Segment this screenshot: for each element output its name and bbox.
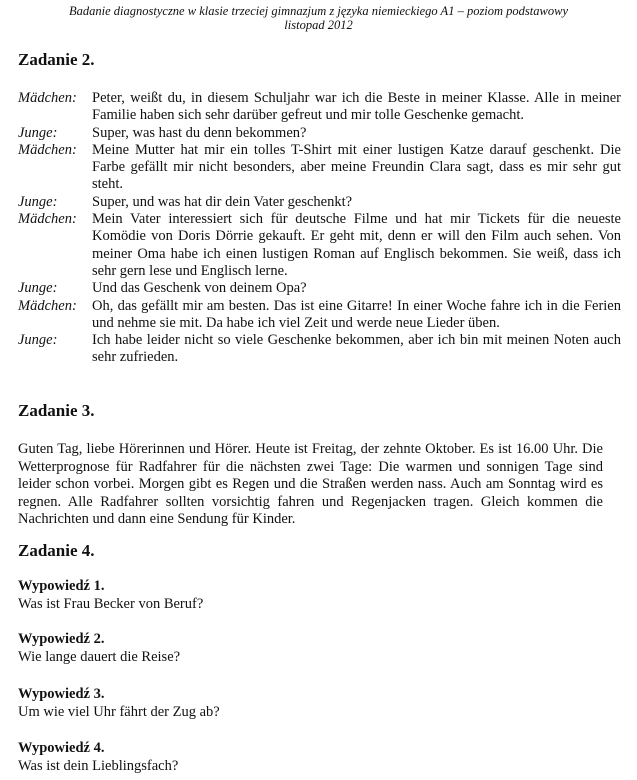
utterance-text: Ich habe leider nicht so viele Geschenke bekommen, aber ich bin mit meinen Noten auch sehr zufrieden. <box>92 332 621 366</box>
dialogue-line <box>18 280 621 297</box>
utterance-text: Meine Mutter hat mir ein tolles T-Shirt mit einer lustigen Katze darauf geschenkt. Die Farbe gefällt mir nicht besonders, aber meine Freundin Clara sagt, dass es mir sehr gut steht. <box>92 141 621 193</box>
speaker-label: Junge: <box>18 332 58 349</box>
utterance-text: Und das Geschenk von deinem Opa? <box>92 280 307 297</box>
speaker-label: Junge: <box>18 280 58 297</box>
utterance-text: Peter, weißt du, in diesem Schuljahr war ich die Beste in meiner Klasse. Alle in meiner Familie haben sich sehr darüber gefreut und mir tolle Geschenke gemacht. <box>92 90 621 124</box>
task3-title: Zadanie 3. <box>18 401 95 420</box>
item-heading: Wypowiedź 4. <box>18 740 105 756</box>
task2-dialogue <box>18 90 621 367</box>
item-heading: Wypowiedź 2. <box>18 631 105 647</box>
speaker-label: Mädchen: <box>18 211 77 228</box>
utterance-text: Super, was hast du denn bekommen? <box>92 124 307 141</box>
speaker-label: Mädchen: <box>18 297 77 314</box>
item-heading: Wypowiedź 1. <box>18 578 105 594</box>
item-question: Was ist dein Lieblingsfach? <box>18 757 179 774</box>
dialogue-line <box>18 298 621 333</box>
dialogue-line <box>18 90 621 125</box>
page-header <box>0 4 637 32</box>
task2-title: Zadanie 2. <box>18 50 95 69</box>
dialogue-line <box>18 211 621 280</box>
speaker-label: Mädchen: <box>18 141 77 158</box>
utterance-text: Mein Vater interessiert sich für deutsche Filme und hat mir Tickets für die neueste Komödie von Doris Dörrie gekauft. Er geht mit, denn er will den Film auch sehen. Von meiner Oma habe ich einen lustigen Roman auf Englisch bekommen. Sie weiß, dass ich sehr gern lese und Englisch lerne. <box>92 211 621 279</box>
item-question: Was ist Frau Becker von Beruf? <box>18 595 204 612</box>
header-title: Badanie diagnostyczne w klasie trzeciej gimnazjum z języka niemieckiego A1 – poziom podstawowy <box>69 4 568 18</box>
speaker-label: Junge: <box>18 124 58 141</box>
task4-item <box>18 686 618 721</box>
task4-item <box>18 631 618 666</box>
dialogue-line <box>18 142 621 194</box>
item-question: Um wie viel Uhr fährt der Zug ab? <box>18 703 220 720</box>
speaker-label: Junge: <box>18 193 58 210</box>
utterance-text: Super, und was hat dir dein Vater geschenkt? <box>92 193 353 210</box>
dialogue-line <box>18 194 621 211</box>
dialogue-line <box>18 125 621 142</box>
speaker-label: Mädchen: <box>18 90 77 106</box>
utterance-text: Oh, das gefällt mir am besten. Das ist eine Gitarre! In einer Woche fahre ich in die Ferien und nehme sie mit. Da habe ich viel Zeit und werde neue Lieder üben. <box>92 297 621 331</box>
task4-item <box>18 740 618 775</box>
item-heading: Wypowiedź 3. <box>18 686 105 702</box>
task3-text: Guten Tag, liebe Hörerinnen und Hörer. Heute ist Freitag, der zehnte Oktober. Es ist 16.00 Uhr. Die Wetterprognose für Radfahrer für die nächsten zwei Tage: Die warmen und sonnigen Tage sind leider schon vorbei. Morgen gibt es Regen und die Straßen werden nass. Auch am Sonntag wird es regnen. Alle Radfahrer sollten vorsichtig fahren und Regenjacken tragen. Gleich kommen die Nachrichten und dann eine Sendung für Kinder. <box>18 441 603 527</box>
dialogue-line <box>18 332 621 367</box>
header-date: listopad 2012 <box>284 18 353 32</box>
task4-title: Zadanie 4. <box>18 541 95 560</box>
item-question: Wie lange dauert die Reise? <box>18 648 181 665</box>
task4-item <box>18 578 618 613</box>
